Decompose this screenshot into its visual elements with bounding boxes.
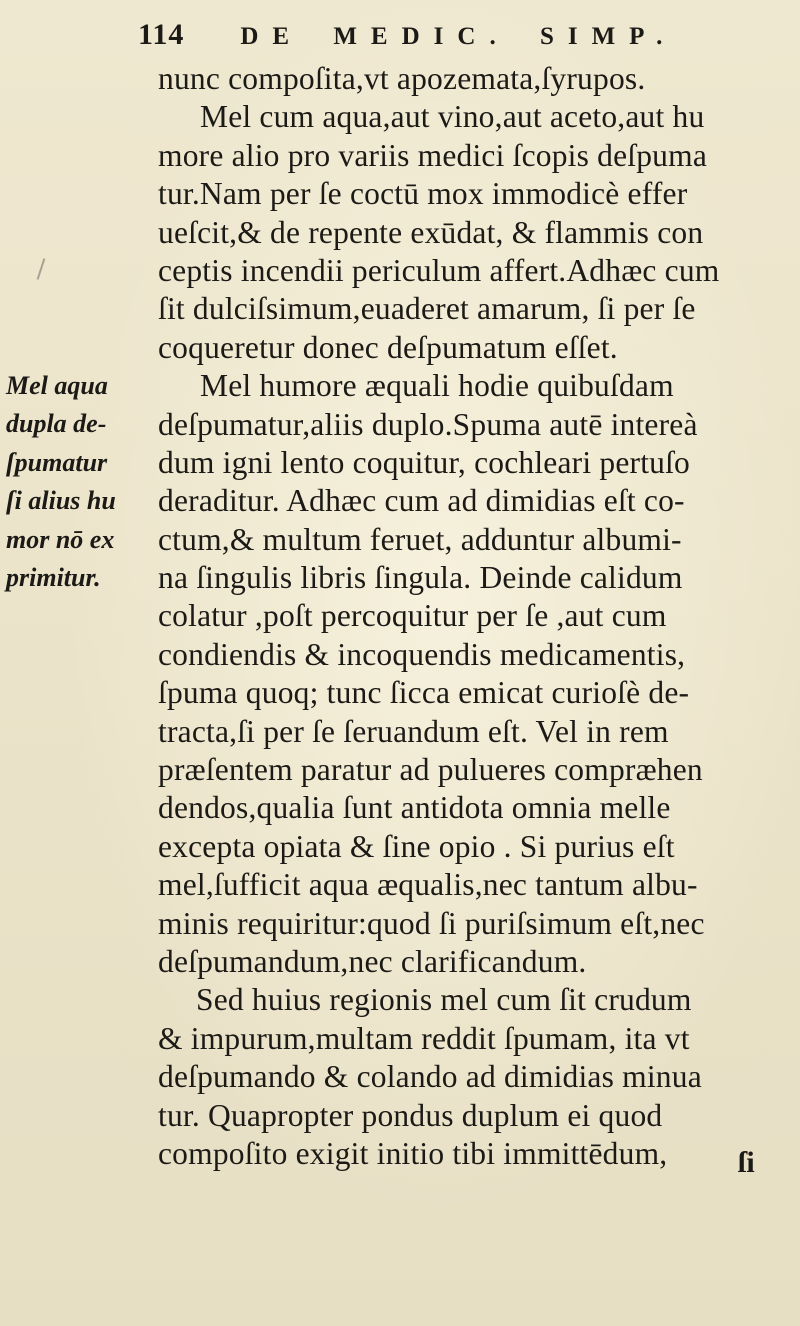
text-line: deraditur. Adhæc cum ad dimidias eſt co- — [158, 483, 685, 519]
text-line: præſentem paratur ad pulueres compræhen — [158, 752, 703, 788]
margin-note-line: primitur. — [6, 562, 101, 592]
body-text — [158, 60, 798, 1173]
text-line: ceptis incendii periculum affert.Adhæc cum — [158, 252, 720, 288]
text-line: dum igni lento coquitur, cochleari pertuſo — [158, 444, 690, 480]
text-line: colatur ,poſt percoquitur per ſe ,aut cum — [158, 598, 667, 634]
margin-note-line: ſpumatur — [6, 447, 108, 477]
text-line: tracta,ſi per ſe ſeruandum eſt. Vel in rem — [158, 713, 669, 749]
text-line: condiendis & incoquendis medicamentis, — [158, 636, 686, 672]
text-line: Mel cum aqua,aut vino,aut aceto,aut hu — [200, 99, 705, 135]
running-title: DE MEDIC. SIMP. — [240, 23, 677, 50]
text-line: Sed huius regionis mel cum ſit crudum — [196, 982, 692, 1018]
text-line: minis requiritur:quod ſi puriſsimum eſt,nec — [158, 905, 705, 941]
text-line: dendos,qualia ſunt antidota omnia melle — [158, 790, 671, 826]
margin-note — [6, 367, 156, 597]
text-line: tur. Quapropter pondus duplum ei quod — [158, 1097, 663, 1133]
text-line: ſpuma quoq; tunc ſicca emicat curioſè de- — [158, 675, 690, 711]
text-line: Mel humore æquali hodie quibuſdam — [200, 368, 674, 404]
text-line: mel,ſufficit aqua æqualis,nec tantum albu- — [158, 867, 698, 903]
page-number: 114 — [138, 18, 185, 51]
running-head — [138, 18, 676, 58]
text-line: ueſcit,& de repente exūdat, & flammis con — [158, 214, 704, 250]
text-line: coqueretur donec deſpumatum eſſet. — [158, 329, 618, 365]
text-line: excepta opiata & ſine opio . Si purius eſt — [158, 828, 675, 864]
text-line: na ſingulis libris ſingula. Deinde calidum — [158, 560, 683, 596]
text-line: deſpumatur,aliis duplo.Spuma autē intereà — [158, 406, 698, 442]
catchword: ſi — [738, 1146, 755, 1179]
text-line: ctum,& multum feruet, adduntur albumi- — [158, 521, 682, 557]
text-line: more alio pro variis medici ſcopis deſpuma — [158, 137, 708, 173]
text-line: tur.Nam per ſe coctū mox immodicè effer — [158, 176, 688, 212]
text-line: deſpumandum,nec clarificandum. — [158, 943, 587, 979]
text-line: & impurum,multam reddit ſpumam, ita vt — [158, 1020, 690, 1056]
text-line: ſit dulciſsimum,euaderet amarum, ſi per ſe — [158, 291, 696, 327]
margin-note-line: mor nō ex — [6, 524, 115, 554]
text-line: compoſito exigit initio tibi immittēdum, — [158, 1135, 668, 1171]
margin-note-line: Mel aqua — [6, 371, 108, 400]
margin-note-line: ſi alius hu — [6, 486, 116, 516]
stray-ink-mark — [37, 258, 46, 280]
margin-note-line: dupla de- — [6, 409, 107, 439]
text-line: deſpumando & colando ad dimidias minua — [158, 1059, 702, 1095]
text-line: nunc compoſita,vt apozemata,ſyrupos. — [158, 61, 646, 96]
